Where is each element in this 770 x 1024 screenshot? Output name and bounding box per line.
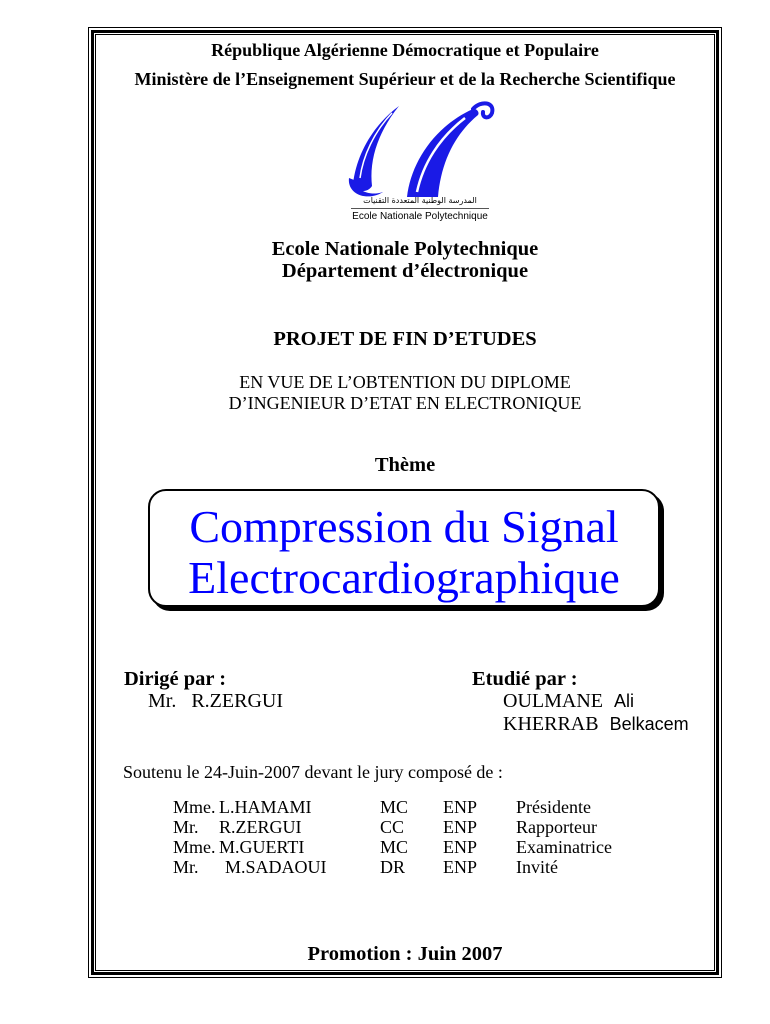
student-surname: KHERRAB [503,713,599,735]
student-firstname: Ali [614,691,635,711]
enp-logo-icon [345,100,495,200]
jury-institution: ENP [443,817,478,837]
logo-divider [351,208,489,209]
project-purpose-line2: D’INGENIEUR D’ETAT EN ELECTRONIQUE [228,393,582,413]
jury-name: R.ZERGUI [219,817,302,837]
jury-name: M.SADAOUI [225,857,327,877]
student-surname: OULMANE [503,690,603,712]
logo-left-crescent [353,106,399,191]
logo-right-blade [407,109,479,197]
department-name: Département d’électronique [281,260,529,282]
project-purpose-line1: EN VUE DE L’OBTENTION DU DIPLOME [239,372,571,392]
jury-grade: CC [380,817,405,837]
jury-title: Mme. [173,797,216,817]
jury-row [0,797,770,817]
promotion-line: Promotion : Juin 2007 [307,943,503,965]
jury-row [0,837,770,857]
jury-role: Invité [516,857,558,877]
jury-title: Mr. [173,817,199,837]
theme-title-line1: Compression du Signal [189,501,619,552]
jury-role: Examinatrice [516,837,612,857]
jury-institution: ENP [443,837,478,857]
jury-institution: ENP [443,797,478,817]
jury-row [0,817,770,837]
student-1 [503,690,634,713]
republic-heading: République Algérienne Démocratique et Populaire [211,40,599,60]
logo-caption: Ecole Nationale Polytechnique [352,211,488,222]
jury-grade: MC [380,837,409,857]
jury-role: Présidente [516,797,591,817]
ministry-heading: Ministère de l’Enseignement Supérieur et de la Recherche Scientifique [134,69,676,89]
jury-grade: MC [380,797,409,817]
theme-box [148,489,660,607]
theme-title-line2: Electrocardiographique [188,552,620,603]
jury-name: L.HAMAMI [219,797,312,817]
theme-label: Thème [374,454,436,476]
directed-by-label: Dirigé par : [124,668,227,690]
logo-arabic-text: المدرسة الوطنية المتعددة التقنيات [363,196,477,205]
jury-row [0,857,770,877]
studied-by-label: Etudié par : [472,668,578,690]
jury-role: Rapporteur [516,817,597,837]
jury-title: Mr. [173,857,199,877]
jury-grade: DR [380,857,406,877]
jury-institution: ENP [443,857,478,877]
jury-name: M.GUERTI [219,837,305,857]
student-firstname: Belkacem [609,714,689,734]
school-name: Ecole Nationale Polytechnique [271,238,539,260]
school-logo [345,100,495,225]
jury-title: Mme. [173,837,216,857]
project-title: PROJET DE FIN D’ETUDES [273,328,537,350]
director-name: Mr. R.ZERGUI [148,690,283,712]
defense-statement: Soutenu le 24-Juin-2007 devant le jury composé de : [123,762,503,782]
student-2 [503,713,689,736]
